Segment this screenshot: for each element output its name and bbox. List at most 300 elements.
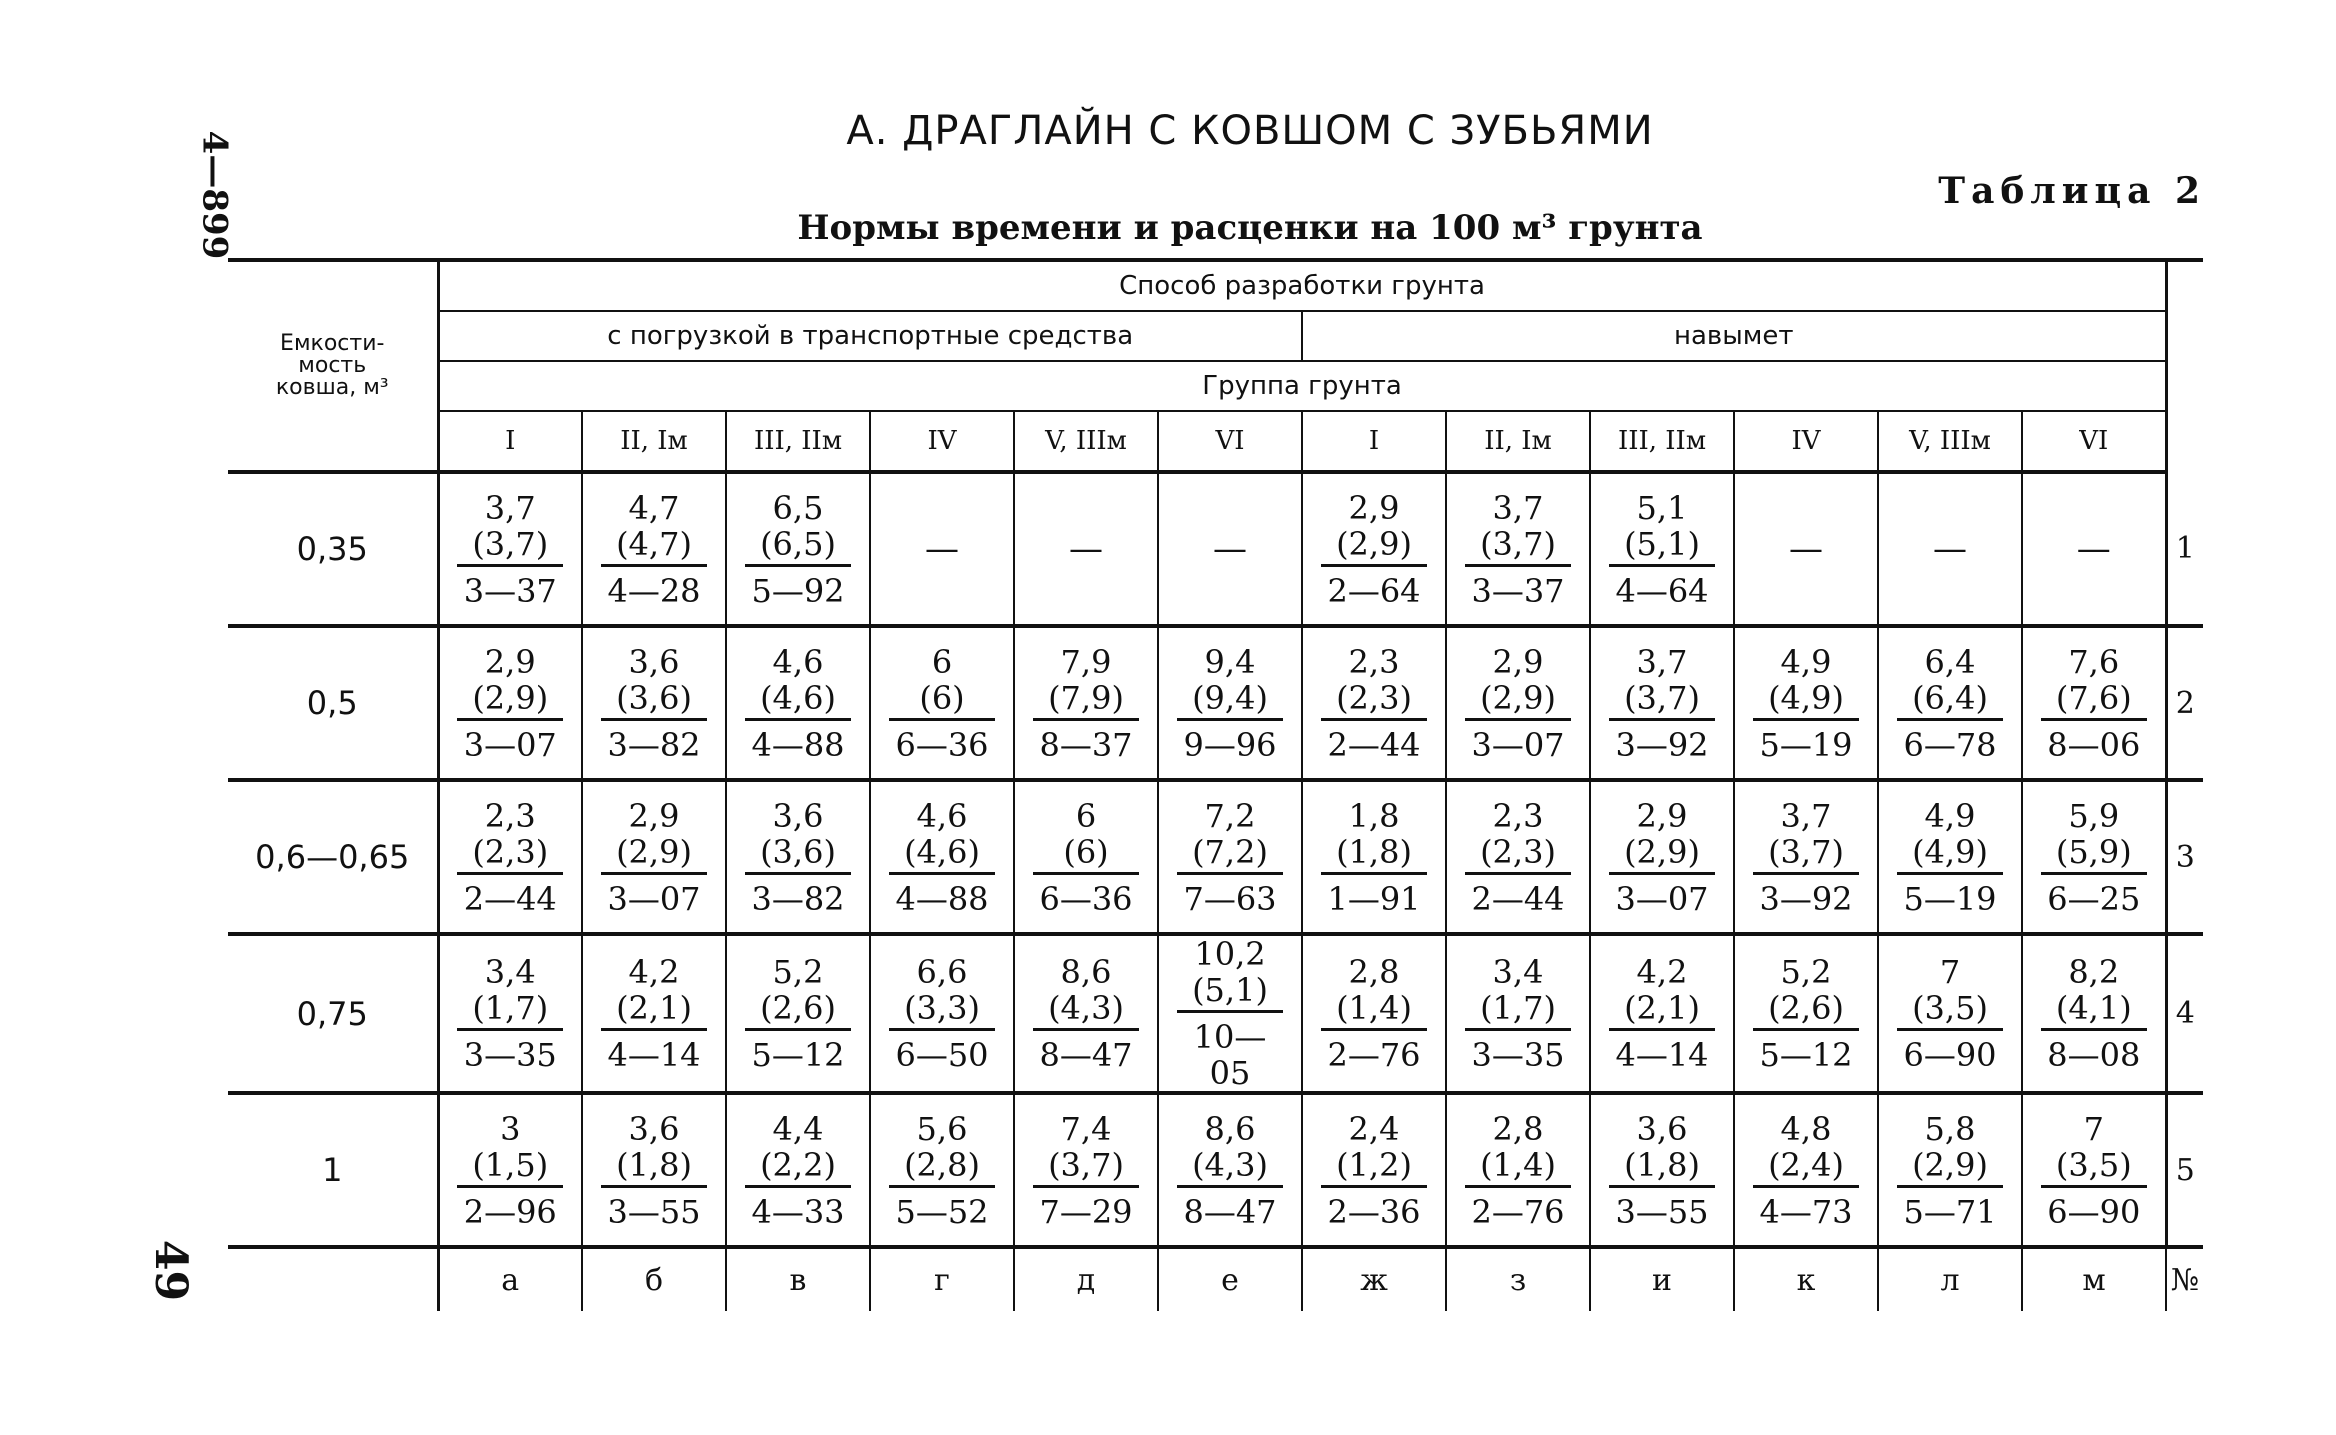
time-norm-value: 6 [1075,796,1097,835]
soil-group-column-header: V, IIIм [1014,411,1158,472]
soil-group-column-header: I [438,411,582,472]
norm-cell [1158,934,1302,1093]
rate-value: 3—07 [463,725,557,764]
time-norm-secondary-value: (2,6) [1753,990,1859,1031]
norm-value-group [1177,798,1283,917]
norm-cell [2022,472,2166,626]
time-norm-secondary-value: (1,7) [1465,990,1571,1031]
norm-cell [582,1093,726,1247]
time-norm-secondary-value: (2,8) [889,1147,995,1188]
norm-value-group [1321,1111,1427,1230]
time-norm-secondary-value: (2,6) [745,990,851,1031]
norm-value-group [457,644,563,763]
norm-value-group [1033,1111,1139,1230]
time-norm-value: 3,7 [1636,642,1688,681]
soil-group-header: Группа грунта [438,361,2166,411]
time-norm-value: 4,9 [1780,642,1832,681]
time-norm-value: 3,6 [772,796,824,835]
row-number-cell: 5 [2166,1093,2203,1247]
rate-value: 6—50 [895,1036,989,1074]
soil-group-column-header: III, IIм [1590,411,1734,472]
time-norm-secondary-value: (4,7) [601,526,707,567]
time-norm-secondary-value: (5,1) [1177,972,1283,1013]
row-number-cell: 2 [2166,626,2203,780]
time-norm-secondary-value: (1,2) [1321,1147,1427,1188]
norm-cell [582,934,726,1093]
time-norm-value: 2,9 [628,796,680,835]
norm-cell [1734,934,1878,1093]
soil-group-column-header: V, IIIм [1878,411,2022,472]
norm-cell [2022,780,2166,934]
rate-value: 4—64 [1615,571,1709,610]
norm-cell [438,934,582,1093]
norm-value-group [1897,954,2003,1073]
time-norm-secondary-value: (3,7) [1753,834,1859,875]
norm-cell [1302,934,1446,1093]
time-norm-secondary-value: (3,7) [1609,680,1715,721]
rate-value: 3—07 [1471,725,1565,764]
rate-value: 6—25 [2047,879,2141,918]
time-norm-secondary-value: (9,4) [1177,680,1283,721]
norm-value-group [745,1111,851,1230]
norm-cell [1590,1093,1734,1247]
time-norm-secondary-value: (4,6) [889,834,995,875]
norm-cell [870,934,1014,1093]
capacity-column-header: Емкости- мость ковша, м³ [228,260,438,472]
norm-value-group [1321,644,1427,763]
norm-cell [1014,626,1158,780]
norm-value-group [1609,644,1715,763]
norm-cell [1014,472,1158,626]
time-norm-secondary-value: (3,7) [457,526,563,567]
time-norm-value: 4,2 [628,953,680,991]
time-norm-value: 5,8 [1924,1109,1976,1148]
rate-value: 2—44 [463,879,557,918]
time-norm-secondary-value: (5,9) [2041,834,2147,875]
time-norm-value: 3,7 [1492,488,1544,527]
norm-value-group [1753,1111,1859,1230]
rate-value: 3—55 [607,1192,701,1231]
norm-value-group [601,798,707,917]
rate-value: 4—73 [1759,1192,1853,1231]
norm-cell [582,472,726,626]
letters-row-blank [228,1247,438,1311]
norm-value-group [2041,954,2147,1073]
column-letter: м [2022,1247,2166,1311]
time-norm-value: 8,6 [1204,1109,1256,1148]
norm-value-group [889,1111,995,1230]
table-row [228,626,2203,780]
rate-value: 3—07 [607,879,701,918]
time-norm-secondary-value: (7,6) [2041,680,2147,721]
table-row [228,472,2203,626]
norm-cell [870,780,1014,934]
rate-value: 5—12 [1759,1036,1853,1074]
section-heading: А. ДРАГЛАЙН С КОВШОМ С ЗУБЬЯМИ [846,108,1654,154]
time-norm-value: 5,6 [916,1109,968,1148]
norm-value-group [1033,644,1139,763]
time-norm-value: 6,4 [1924,642,1976,681]
time-norm-value: 4,9 [1924,796,1976,835]
time-norm-secondary-value: (3,6) [601,680,707,721]
norm-cell [2022,626,2166,780]
rate-value: 5—71 [1903,1192,1997,1231]
rate-value: 6—90 [1903,1036,1997,1074]
time-norm-value: 8,2 [2068,953,2120,991]
rate-value: 8—08 [2047,1036,2141,1074]
time-norm-secondary-value: (4,9) [1753,680,1859,721]
time-norm-secondary-value: (3,5) [2041,1147,2147,1188]
norm-cell [870,472,1014,626]
norm-value-group [601,954,707,1073]
norm-cell [726,1093,870,1247]
time-norm-secondary-value: (6,5) [745,526,851,567]
time-norm-value: 2,3 [484,796,536,835]
time-norm-value: 3,6 [628,642,680,681]
norm-cell [2022,1093,2166,1247]
time-norm-secondary-value: (4,6) [745,680,851,721]
time-norm-value: 2,9 [1636,796,1688,835]
soil-group-column-header: IV [1734,411,1878,472]
time-norm-value: 7 [1939,953,1961,991]
norm-cell [726,934,870,1093]
table-row [228,780,2203,934]
norm-value-group [1753,954,1859,1073]
table-row [228,934,2203,1093]
time-norm-value: 2,3 [1492,796,1544,835]
time-norm-secondary-value: (2,3) [457,834,563,875]
time-norm-value: 5,1 [1636,488,1688,527]
time-norm-secondary-value: (1,4) [1321,990,1427,1031]
rate-value: 8—37 [1039,725,1133,764]
rate-value: 3—37 [1471,571,1565,610]
number-sign-label: № [2170,1262,2200,1298]
method-cast-header: навымет [1302,311,2166,361]
time-norm-value: 1,8 [1348,796,1400,835]
column-letter: д [1014,1247,1158,1311]
time-norm-value: 3,4 [484,953,536,991]
time-norm-value: 2,9 [484,642,536,681]
norm-value-group [1609,954,1715,1073]
rate-value: 7—63 [1183,879,1277,918]
time-norm-secondary-value: (3,7) [1465,526,1571,567]
column-letter: е [1158,1247,1302,1311]
time-norm-value: 2,8 [1348,953,1400,991]
norm-cell [1446,626,1590,780]
time-norm-value: 3,7 [1780,796,1832,835]
norm-value-group [889,644,995,763]
norm-cell [1590,934,1734,1093]
time-norm-value: 7,9 [1060,642,1112,681]
time-norm-secondary-value: (1,5) [457,1147,563,1188]
norm-cell [1734,1093,1878,1247]
column-letter: л [1878,1247,2022,1311]
rate-value: 3—82 [751,879,845,918]
norm-cell [438,1093,582,1247]
time-norm-value: 3,7 [484,488,536,527]
rate-value: 5—52 [895,1192,989,1231]
time-norm-value: 9,4 [1204,642,1256,681]
table-number: Таблица 2 [1938,170,2206,212]
norm-cell [1158,472,1302,626]
norm-cell [1590,626,1734,780]
norm-cell [1878,1093,2022,1247]
rate-value: 4—88 [751,725,845,764]
norm-cell [1014,1093,1158,1247]
column-letter: и [1590,1247,1734,1311]
norm-value-group [745,644,851,763]
norm-cell [870,1093,1014,1247]
method-header: Способ разработки грунта [438,260,2166,311]
norm-value-group [1321,798,1427,917]
time-norm-secondary-value: (2,9) [1897,1147,2003,1188]
rate-value: 2—64 [1327,571,1421,610]
norm-cell [1734,626,1878,780]
column-letter: к [1734,1247,1878,1311]
norm-cell [1158,626,1302,780]
time-norm-secondary-value: (2,3) [1321,680,1427,721]
rate-value: 2—44 [1471,879,1565,918]
norm-value-group [1177,644,1283,763]
no-value-dash: — [1789,529,1823,569]
bucket-capacity-cell: 0,5 [228,626,438,780]
time-norm-value: 2,8 [1492,1109,1544,1148]
norm-value-group [1897,798,2003,917]
norm-cell [1878,934,2022,1093]
norm-value-group [1753,798,1859,917]
rate-value: 6—90 [2047,1192,2141,1231]
column-letter: а [438,1247,582,1311]
rate-value: 5—19 [1903,879,1997,918]
time-norm-secondary-value: (2,4) [1753,1147,1859,1188]
norm-cell [870,626,1014,780]
rate-value: 10—05 [1193,1018,1267,1092]
norm-value-group [1609,1111,1715,1230]
norm-value-group [745,954,851,1073]
norm-cell [438,626,582,780]
time-norm-secondary-value: (4,3) [1177,1147,1283,1188]
norm-cell [1878,626,2022,780]
norm-value-group [1897,1111,2003,1230]
time-norm-secondary-value: (2,1) [1609,990,1715,1031]
norm-value-group [1033,798,1139,917]
time-norm-value: 7,2 [1204,796,1256,835]
time-norm-secondary-value: (3,7) [1033,1147,1139,1188]
side-document-code: 4—899 [194,130,235,260]
norm-value-group [1609,490,1715,609]
soil-group-column-header: III, IIм [726,411,870,472]
rate-value: 5—92 [751,571,845,610]
no-value-dash: — [925,529,959,569]
norm-cell [1446,934,1590,1093]
norm-value-group [1897,644,2003,763]
time-norm-value: 10,2 [1194,935,1266,973]
norm-value-group [601,1111,707,1230]
norm-value-group [1465,798,1571,917]
norm-value-group [1609,798,1715,917]
norm-cell [582,626,726,780]
rate-value: 8—47 [1183,1192,1277,1231]
time-norm-value: 4,8 [1780,1109,1832,1148]
rate-value: 3—82 [607,725,701,764]
norm-cell [1734,472,1878,626]
time-norm-secondary-value: (1,8) [1609,1147,1715,1188]
rate-value: 2—76 [1471,1192,1565,1231]
norm-cell [438,780,582,934]
time-norm-value: 8,6 [1060,953,1112,991]
time-norm-secondary-value: (2,1) [601,990,707,1031]
rate-value: 6—36 [895,725,989,764]
soil-group-column-header: VI [1158,411,1302,472]
norm-value-group [1321,490,1427,609]
time-norm-secondary-value: (2,9) [457,680,563,721]
time-norm-value: 6,6 [916,953,968,991]
time-norm-secondary-value: (1,4) [1465,1147,1571,1188]
rate-value: 3—55 [1615,1192,1709,1231]
time-norm-value: 4,2 [1636,953,1688,991]
norm-value-group [1321,954,1427,1073]
time-norm-value: 2,9 [1492,642,1544,681]
norm-cell [1302,472,1446,626]
norm-value-group [889,798,995,917]
norm-value-group [2041,798,2147,917]
time-norm-secondary-value: (6) [889,680,995,721]
time-norm-value: 4,4 [772,1109,824,1148]
method-loading-header: с погрузкой в транспортные средства [438,311,1302,361]
norm-cell [726,780,870,934]
norm-value-group [2041,644,2147,763]
time-norm-secondary-value: (2,2) [745,1147,851,1188]
time-norm-value: 6 [931,642,953,681]
rate-value: 5—12 [751,1036,845,1074]
norm-cell [1446,472,1590,626]
time-norm-value: 4,6 [916,796,968,835]
column-letter: г [870,1247,1014,1311]
norm-cell [1014,934,1158,1093]
time-norm-secondary-value: (3,3) [889,990,995,1031]
rate-value: 3—35 [1471,1036,1565,1074]
rate-value: 4—28 [607,571,701,610]
rate-value: 3—37 [463,571,557,610]
time-norm-value: 3,4 [1492,953,1544,991]
norm-value-group [1753,644,1859,763]
time-norm-value: 7,4 [1060,1109,1112,1148]
rate-value: 4—88 [895,879,989,918]
time-norm-value: 3,6 [1636,1109,1688,1148]
norm-cell [1446,1093,1590,1247]
norm-value-group [1465,1111,1571,1230]
rate-value: 3—35 [463,1036,557,1074]
table-row [228,1093,2203,1247]
time-norm-secondary-value: (7,9) [1033,680,1139,721]
rate-value: 2—44 [1327,725,1421,764]
norm-value-group [1177,936,1283,1091]
norm-cell [1734,780,1878,934]
norm-value-group [1177,1111,1283,1230]
no-value-dash: — [2076,529,2111,569]
time-norm-secondary-value: (6,4) [1897,680,2003,721]
norm-cell [1446,780,1590,934]
soil-group-column-header: I [1302,411,1446,472]
column-letters-row [228,1247,2203,1311]
column-letter: б [582,1247,726,1311]
time-norm-value: 4,7 [628,488,680,527]
row-number-column-header [2166,260,2203,472]
norm-cell [1158,1093,1302,1247]
soil-group-column-header: VI [2022,411,2166,472]
norm-cell [1302,1093,1446,1247]
time-norm-secondary-value: (3,6) [745,834,851,875]
bucket-capacity-cell: 0,35 [228,472,438,626]
norm-cell [1014,780,1158,934]
norm-cell [2022,934,2166,1093]
soil-group-column-header: II, Iм [1446,411,1590,472]
time-norm-secondary-value: (2,9) [1321,526,1427,567]
norm-cell [726,472,870,626]
column-letter: ж [1302,1247,1446,1311]
no-value-dash: — [1213,529,1247,569]
rate-value: 2—96 [463,1192,557,1231]
norm-cell [1878,472,2022,626]
rate-value: 3—07 [1615,879,1709,918]
time-norm-value: 3 [500,1109,521,1148]
rate-value: 8—06 [2047,725,2141,764]
rate-value: 3—92 [1615,725,1709,764]
bucket-capacity-cell: 0,75 [228,934,438,1093]
no-value-dash: — [1933,529,1967,569]
norm-cell [1302,626,1446,780]
norm-value-group [1465,490,1571,609]
table-subtitle: Нормы времени и расценки на 100 м³ грунта [797,208,1703,248]
norm-cell [1878,780,2022,934]
time-norm-secondary-value: (5,1) [1609,526,1715,567]
norm-value-group [745,798,851,917]
time-norm-value: 5,2 [772,953,824,991]
page-number: 49 [145,1239,197,1302]
norm-value-group [889,954,995,1073]
norm-value-group [2041,1111,2147,1230]
time-norm-secondary-value: (1,7) [457,990,563,1031]
norm-value-group [457,1111,563,1230]
time-norm-secondary-value: (2,9) [1609,834,1715,875]
norm-cell [1590,472,1734,626]
norm-value-group [601,490,707,609]
norm-value-group [457,490,563,609]
bucket-capacity-cell: 1 [228,1093,438,1247]
soil-group-column-header: II, Iм [582,411,726,472]
soil-group-column-header: IV [870,411,1014,472]
time-norm-value: 5,2 [1780,953,1832,991]
time-norm-value: 5,9 [2068,796,2120,835]
rate-value: 1—91 [1327,879,1421,918]
rate-value: 2—76 [1327,1036,1421,1074]
row-number-cell: 1 [2166,472,2203,626]
norm-cell [582,780,726,934]
norm-cell [726,626,870,780]
norm-value-group [457,798,563,917]
rate-value: 4—14 [1615,1036,1709,1074]
rate-value: 4—33 [751,1192,845,1231]
row-number-cell: 3 [2166,780,2203,934]
norm-cell [1590,780,1734,934]
time-norm-value: 7 [2083,1109,2104,1148]
time-norm-secondary-value: (4,3) [1033,990,1139,1031]
rate-value: 7—29 [1039,1192,1133,1231]
no-value-dash: — [1069,529,1103,569]
time-norm-value: 2,9 [1348,488,1400,527]
time-norm-secondary-value: (7,2) [1177,834,1283,875]
time-norm-value: 4,6 [772,642,824,681]
